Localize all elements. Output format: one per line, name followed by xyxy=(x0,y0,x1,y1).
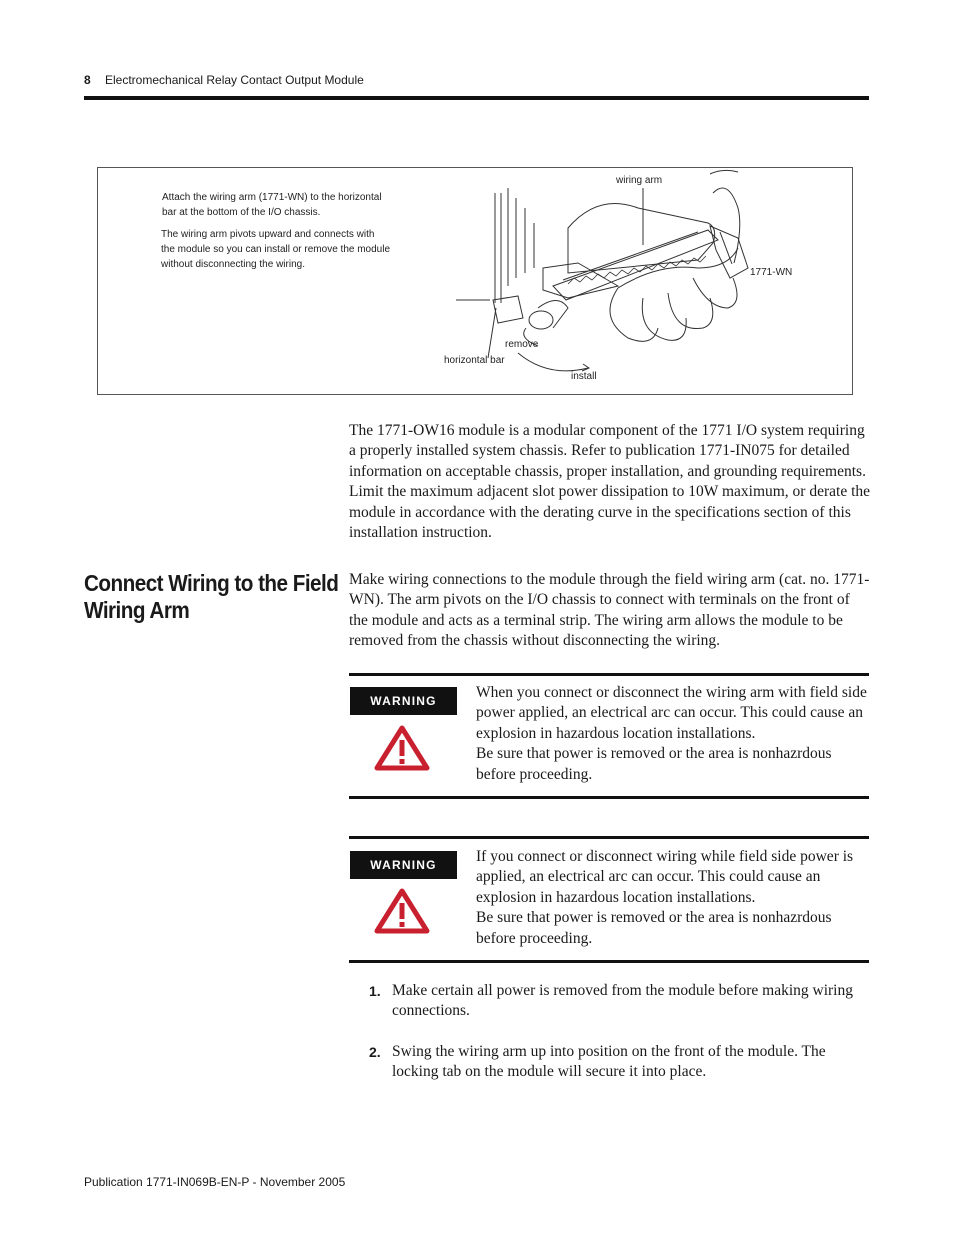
warning-1-bottom-rule xyxy=(349,796,869,799)
figure-caption-attach: Attach the wiring arm (1771-WN) to the horizontal bar at the bottom of the I/O chassis. xyxy=(162,192,382,218)
warning-1-top-rule xyxy=(349,673,869,676)
section-paragraph: Make wiring connections to the module through the field wiring arm (cat. no. 1771-WN). The arm pivots on the I/O chassis to connect with terminals on the front of the module and acts as a terminal strip. The wiring arm allows the module to be removed from the chassis without disconnecting the wiring. xyxy=(349,571,870,650)
warning-2-top-rule xyxy=(349,836,869,839)
step-1-number: 1. xyxy=(369,983,381,999)
header-rule xyxy=(84,96,869,100)
warning-1-triangle-icon xyxy=(374,725,430,771)
label-install: install xyxy=(571,371,597,382)
warning-2-triangle-icon xyxy=(374,888,430,934)
page-number: 8 xyxy=(84,73,91,87)
label-remove: remove xyxy=(505,339,539,350)
footer-publication: Publication 1771-IN069B-EN-P - November 2005 xyxy=(84,1175,346,1189)
label-horizontal-bar: horizontal bar xyxy=(444,355,505,366)
label-wiring-arm: wiring arm xyxy=(616,175,663,186)
warning-1-badge: WARNING xyxy=(350,687,457,715)
warning-2-text-line-1: If you connect or disconnect wiring while field side power is applied, an electrical arc can occur. This could cause an explosion in hazardous location installations. xyxy=(476,848,854,906)
warning-2-badge: WARNING xyxy=(350,851,457,879)
step-2-number: 2. xyxy=(369,1044,381,1060)
warning-1-text xyxy=(476,683,871,785)
wiring-arm-figure xyxy=(97,167,853,395)
warning-2-text xyxy=(476,847,871,949)
step-1-text: Make certain all power is removed from the module before making wiring connections. xyxy=(392,982,853,1020)
step-2-text: Swing the wiring arm up into position on the front of the module. The locking tab on the module will secure it into place. xyxy=(392,1043,826,1081)
intro-paragraph: The 1771-OW16 module is a modular component of the 1771 I/O system requiring a properly installed system chassis. Refer to publication 1771-IN075 for detailed information on acceptable chassis, proper installation, and grounding requirements. Limit the maximum adjacent slot power dissipation to 10W maximum, or derate the module in accordance with the derating curve in the specifications section of this installation instruction. xyxy=(349,422,871,542)
warning-1-text-line-2: Be sure that power is removed or the area is nonhazrdous before proceeding. xyxy=(476,745,832,783)
warning-2-text-line-2: Be sure that power is removed or the area is nonhazrdous before proceeding. xyxy=(476,909,832,947)
figure-caption-pivot: The wiring arm pivots upward and connects with the module so you can install or remove the module without disconnecting the wiring. xyxy=(161,229,391,270)
running-header-title: Electromechanical Relay Contact Output Module xyxy=(105,73,364,87)
warning-2-bottom-rule xyxy=(349,960,869,963)
warning-1-text-line-1: When you connect or disconnect the wiring arm with field side power applied, an electrical arc can occur. This could cause an explosion in hazardous location installations. xyxy=(476,684,867,742)
label-part-number: 1771-WN xyxy=(750,267,793,278)
section-heading: Connect Wiring to the Field Wiring Arm xyxy=(84,570,339,623)
